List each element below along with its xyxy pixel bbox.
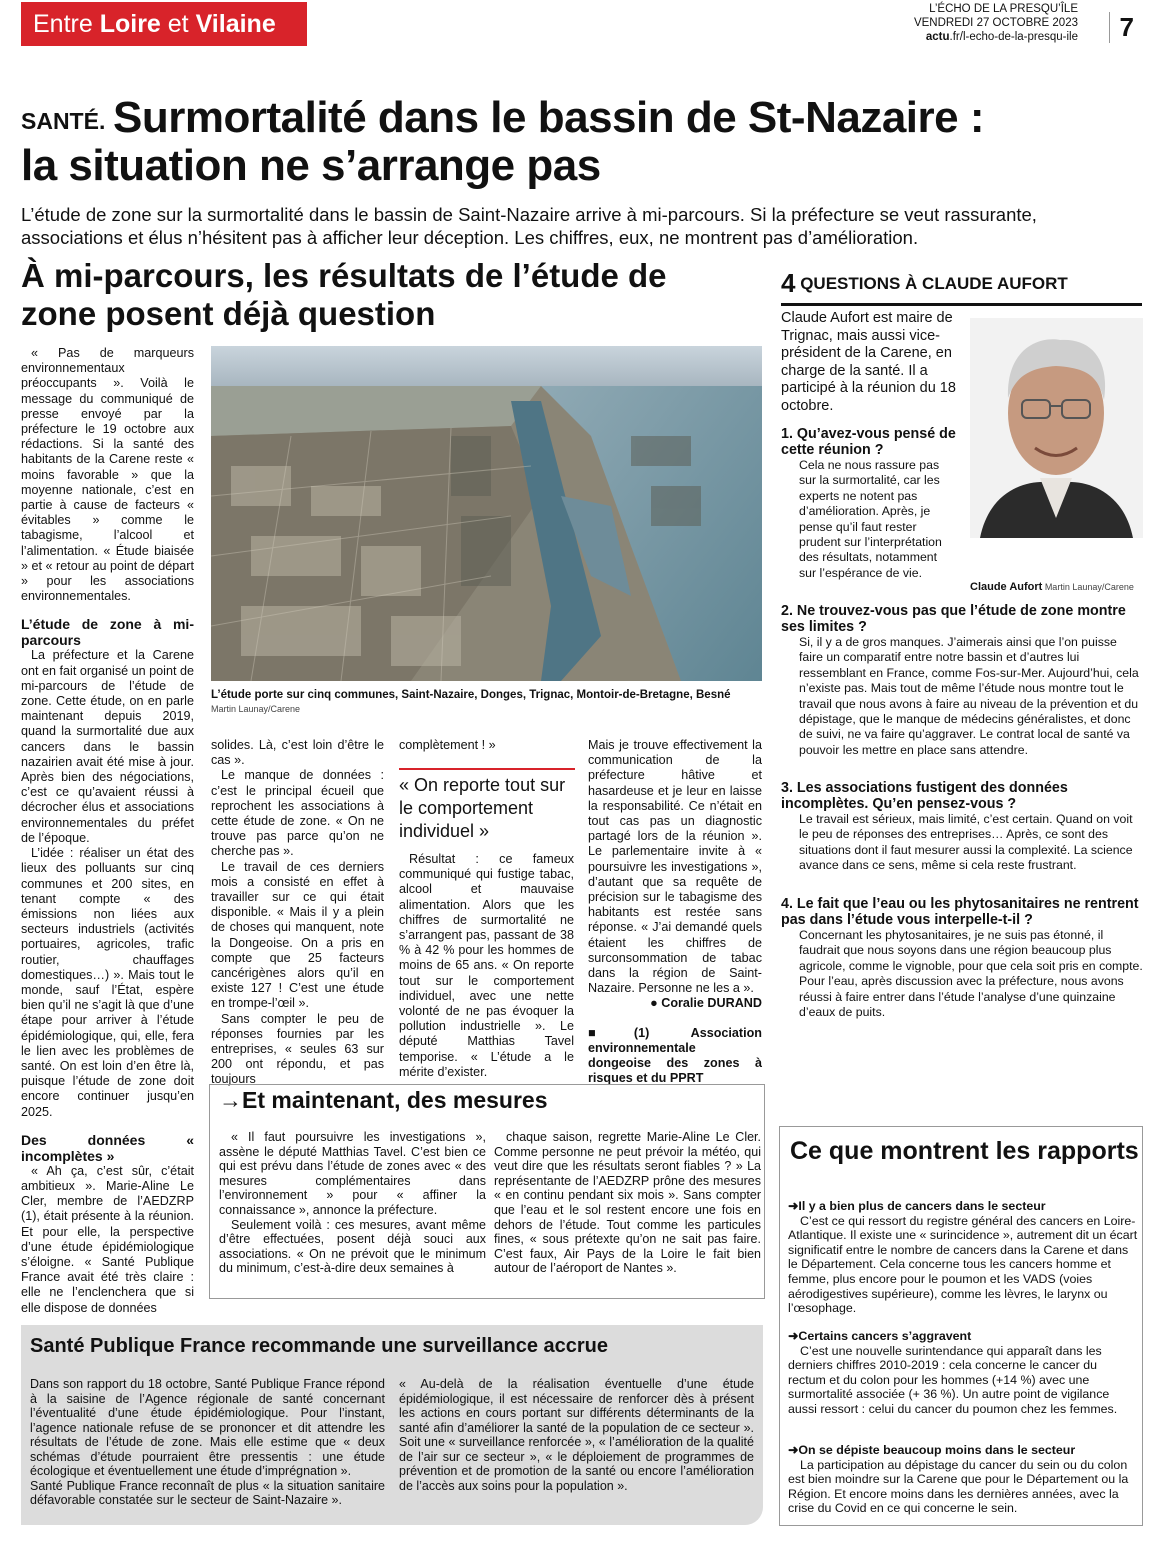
paragraph: C’est une nouvelle surintendance qui apparaît dans les derniers chiffres 2010-2019 : cela concerne le cancer du rectum et du colon pour les hommes (+14 %) avec une surmortalité associée (+ 36 %). Un autre point de vigilance aussi ressort : celui du cancer du poumon chez les femmes. xyxy=(788,1343,1118,1416)
article-column-3-top xyxy=(399,738,574,753)
paragraph: Seulement voilà : ces mesures, avant même d’être effectuées, posent déjà souci aux associations. « On ne prévoit que le minimum du minimum, c’est-à-dire deux semaines à xyxy=(219,1217,486,1276)
photo-caption xyxy=(211,688,762,716)
question: 3. Les associations fustigent des données incomplètes. Qu’en pensez-vous ? xyxy=(781,780,1068,812)
paragraph: Le manque de données : c’est le principal écueil que reprochent les associations à cette étude de zone. « On ne trouve pas parce qu’on ne cherche pas ». xyxy=(211,768,384,859)
caption-text: L’étude porte sur cinq communes, Saint-Nazaire, Donges, Trignac, Montoir-de-Bretagne, Besné xyxy=(211,689,731,701)
report-item xyxy=(788,1329,1138,1417)
question: 4. Le fait que l’eau ou les phytosanitaires ne rentrent pas dans l’étude vous interpelle-t-il ? xyxy=(781,896,1139,928)
article-column-2 xyxy=(211,738,384,1088)
article-column-1 xyxy=(21,346,194,1316)
photo-credit: Martin Launay/Carene xyxy=(211,704,301,714)
paragraph: « Il faut poursuivre les investigations », assène le député Matthias Tavel. C’est bien ce qui est prévu dans l’étude de zones avec « des mesures complémentaires dans l’environnement » pour « affiner la connaissance », annonce la préfecture. xyxy=(219,1130,486,1217)
answer: Cela ne nous rassure pas sur la surmortalité, car les experts ne notent pas d’amélioration. Après, je pense qu’il faut rester prudent sur l’interprétation des résultats, notamment sur l’espérance de vie. xyxy=(799,458,942,580)
interview-intro: Claude Aufort est maire de Trignac, mais aussi vice-président de la Carene, en charge de la santé. Il a participé à la réunion du 18 octobre. xyxy=(781,310,956,414)
issue-date: VENDREDI 27 OCTOBRE 2023 xyxy=(913,17,1078,29)
answer: Le travail est sérieux, mais limité, c’est certain. Quand on voit le peu de réponses des entreprises… Après, ce sont des situations dont il faut mesurer aussi la complexité. La science avance dans ce sens, même si cela reste frustrant. xyxy=(799,812,1133,873)
lede: L’étude de zone sur la surmortalité dans le bassin de Saint-Nazaire arrive à mi-parcours. Si la préfecture se veut rassurante, associations et élus n’hésitent pas à afficher leur déception. Les chiffres, eux, ne montrent pas d’amélioration. xyxy=(21,204,1037,248)
question-block-1 xyxy=(781,426,1143,581)
box-column xyxy=(30,1377,385,1508)
box-title: →Et maintenant, des mesures xyxy=(219,1087,548,1113)
paragraph: Le travail de ces derniers mois a consisté en effet à travailler sur ce qui était disponible. « Mais il y a plein de choses qui manquent, note la Dongeoise. On a pris en compte que 25 facteurs cancérigènes alors qu’il en existe 127 ! C’est une étude en trompe-l’œil ». xyxy=(211,859,384,1011)
paragraph: Dans son rapport du 18 octobre, Santé Publique France répond à la saisine de l’Agence régionale de santé concernant l’éventualité d’une étude épidémiologique. Pour l’instant, l’agence nationale refuse de se prononcer et dit attendre les résultats de l’étude de zone. Mais elle estime que « deux schémas d’étude pourraient être pressentis : une étude écologique et éventuellement une étude d’imprégnation ». xyxy=(30,1377,385,1478)
paragraph: La préfecture et la Carene ont en fait organisé un point de mi-parcours de l’étude de zone. Cette étude, on en parle maintenant depuis 2019, quand la surmortalité due aux cancers dans le bassin nazairien avait été mise à jour. Après bien des négociations, c’est ce qu’avaient réussi à décrocher élus et associations environnementales du préfet de l’époque. xyxy=(21,648,194,845)
question-block-2 xyxy=(781,603,1143,758)
masthead xyxy=(914,2,1078,44)
pull-quote: « On reporte tout sur le comportement individuel » xyxy=(399,768,575,843)
footnote: ■(1) Association environnementale dongeoise des zones à risques et du PPRT xyxy=(588,1025,762,1086)
paragraph: « Au-delà de la réalisation éventuelle d’une étude épidémiologique, il est nécessaire de renforcer dès à présent les actions en cours portant sur différents déterminants de la santé afin d’améliorer la santé de la population de ce secteur ». Soit une « surveillance renforcée », « l’amélioration de la qualité de l’air sur ce secteur », « le déploiement de programmes de prévention et de promotion de la santé ou encore l’amélioration de l’accès aux soins pour la population ». xyxy=(399,1377,754,1493)
paragraph: complètement ! » xyxy=(399,738,496,752)
interview-heading: 4 QUESTIONS À CLAUDE AUFORT xyxy=(781,268,1142,306)
article-column-4 xyxy=(588,738,762,1086)
headline-line2: la situation ne s’arrange pas xyxy=(21,141,601,190)
box-title: Ce que montrent les rapports xyxy=(790,1137,1139,1165)
spf-box xyxy=(21,1325,763,1525)
box-column xyxy=(399,1377,754,1493)
subheading: Des données « incomplètes » xyxy=(21,1131,194,1164)
question: 2. Ne trouvez-vous pas que l’étude de zone montre ses limites ? xyxy=(781,603,1126,635)
aerial-port-photo xyxy=(211,346,762,681)
answer: Concernant les phytosanitaires, je ne suis pas étonné, il faudrait que nous soyons dans une région beaucoup plus agricole, comme le vignoble, pour que cela soit pris en compte. Pour l’eau, après discussion avec la préfecture, nous avons réussi à faire entrer dans l’étude l’analyse d’une quinzaine d’eaux de puits. xyxy=(799,928,1143,1020)
box-title: Santé Publique France recommande une surveillance accrue xyxy=(30,1335,608,1357)
subheading: L’étude de zone à mi-parcours xyxy=(21,616,194,649)
paragraph: L’idée : réaliser un état des lieux des polluants sur cinq communes et 200 sites, en tenant compte « des émissions non liées aux secteurs industriels (activités portuaires, agricoles, trafic routier, chauffages domestiques…) ». Mais tout le monde, sauf l’État, espère bien qu’il ne s’agit là que d’une étape pour arriver à l’étude épidémiologique, qui, elle, fera le lien avec les problèmes de santé. On est loin d’en être là, puisque l’étude de zone doit encore continuer jusqu’en 2025. xyxy=(21,846,194,1119)
paragraph: Mais je trouve effectivement la communication de la préfecture hâtive et hasardeuse et je leur en laisse la responsabilité. Ce n’était en tout cas pas un diagnostic partagé lors de la réunion ». Le parlementaire invite à « poursuivre les investigations », d’autant que sa requête de précision sur le tabagisme des habitants est restée sans réponse. « J’ai demandé quels étaient les chiffres de surconsommation de tabac dans la région de Saint-Nazaire. Personne ne les a ». xyxy=(588,738,762,996)
paper-name: L’ÉCHO DE LA PRESQU’ÎLE xyxy=(929,3,1078,15)
paragraph: La participation au dépistage du cancer du sein ou du colon est bien moindre sur la Carene que pour le Département ou la Région. Et encore moins dans les dernières années, avec la crise du Covid en ce qui concerne le sein. xyxy=(788,1457,1129,1516)
byline: ● Coralie DURAND xyxy=(650,996,762,1011)
box-column xyxy=(219,1130,486,1276)
section-tag: Entre Loire et Vilaine xyxy=(21,2,307,46)
page-number: 7 xyxy=(1109,12,1134,43)
paragraph: Santé Publique France reconnaît de plus « la situation sanitaire défavorable constatée sur le secteur de Saint-Nazaire ». xyxy=(30,1478,385,1507)
headline: Surmortalité dans le bassin de St-Nazaire : xyxy=(113,93,984,142)
paragraph: « Pas de marqueurs environnementaux préoccupants ». Voilà le message du communiqué de presse envoyé par la préfecture le 19 octobre aux rédactions. Si la santé des habitants de la Carene reste « moins favorable » que la moyenne nationale, c’est en partie à cause de facteurs « évitables » comme le tabagisme, l’alcool et l’alimentation. « Étude biaisée » et « retour au point de départ » pour les associations environnementales. xyxy=(21,346,194,604)
paragraph: C’est ce qui ressort du registre général des cancers en Loire-Atlantique. Il existe une « surincidence », autrement dit un écart significatif entre le nombre de cancers dans la Carene et dans le Département. Cela concerne tous les cancers homme et femme, plus encore pour le poumon et les VADS (voies aérodigestives supérieure), comme les lèvres, le larynx ou l’œsophage. xyxy=(788,1213,1138,1316)
reports-box xyxy=(779,1126,1143,1526)
paragraph: solides. Là, c’est loin d’être le cas ». xyxy=(211,738,384,768)
question: 1. Qu’avez-vous pensé de cette réunion ? xyxy=(781,426,956,458)
site-url[interactable]: actu.fr/l-echo-de-la-presqu-ile xyxy=(925,31,1078,43)
report-title: ➜Il y a bien plus de cancers dans le secteur xyxy=(788,1199,1046,1213)
paragraph: Sans compter le peu de réponses fournies par les entreprises, « seules 63 sur 200 ont répondu, et pas toujours xyxy=(211,1011,384,1087)
report-item xyxy=(788,1443,1138,1516)
kicker: SANTÉ. xyxy=(21,108,106,134)
paragraph: chaque saison, regrette Marie-Aline Le Cler. Comme personne ne peut prévoir la météo, qui veut dire que les résultats seront fiables ? » La représentante de l’AEDZRP prône des mesures « en continu pendant six mois ». Sans compter que l’eau et le sol restent encore une fois en dehors de l’étude. Tout comme les particules fines, « sous prétexte qu’on ne sait pas faire. C’est faux, Air Pays de la Loire le fait bien autour de l’aéroport de Nantes ». xyxy=(494,1130,761,1276)
question-block-4 xyxy=(781,896,1143,1020)
paragraph: « Ah ça, c’est sûr, c’était ambitieux ». Marie-Aline Le Cler, membre de l’AEDZRP (1), était présente à la réunion. Et pour elle, la perspective d’une étude épidémiologique s’éloigne. « Santé Publique France avait été très claire : elle ne l’enclenchera que si elle dispose de données xyxy=(21,1163,194,1315)
article-title: À mi-parcours, les résultats de l’étude de zone posent déjà question xyxy=(21,257,667,332)
measures-box xyxy=(209,1084,765,1299)
report-item xyxy=(788,1199,1138,1316)
report-title: ➜Certains cancers s’aggravent xyxy=(788,1329,972,1343)
box-column xyxy=(494,1130,761,1276)
portrait-caption: Claude Aufort Martin Launay/Carene xyxy=(970,581,1134,593)
question-block-3 xyxy=(781,780,1143,874)
report-title: ➜On se dépiste beaucoup moins dans le secteur xyxy=(788,1443,1076,1457)
article-column-3 xyxy=(399,852,574,1080)
answer: Si, il y a de gros manques. J’aimerais ainsi que l’on puisse faire un comparatif entre notre bassin et d’autres lui ressemblant en France, comme Fos-sur-Mer. Aujourd’hui, cela n’existe pas. Mais tout de même l’étude nous montre tout le travail que nous avons à faire au niveau de la prévention et du dépistage, que le manque de médecins généralistes, et donc de suivi, ne va faire qu’aggraver. Le contrat local de santé va pouvoir les mettre en place sans attendre. xyxy=(799,635,1139,757)
paragraph: Résultat : ce fameux communiqué qui fustige tabac, alcool et mauvaise alimentation. Alors que les chiffres de surmortalité ne s’arrangent pas, passant de 38 % à 42 % pour les hommes de moins de 65 ans. « On reporte tout sur le comportement individuel, avec une nette volonté de ne pas évoquer la pollution industrielle ». Le député Matthias Tavel temporise. « L’étude a le mérite d’exister. xyxy=(399,852,574,1079)
